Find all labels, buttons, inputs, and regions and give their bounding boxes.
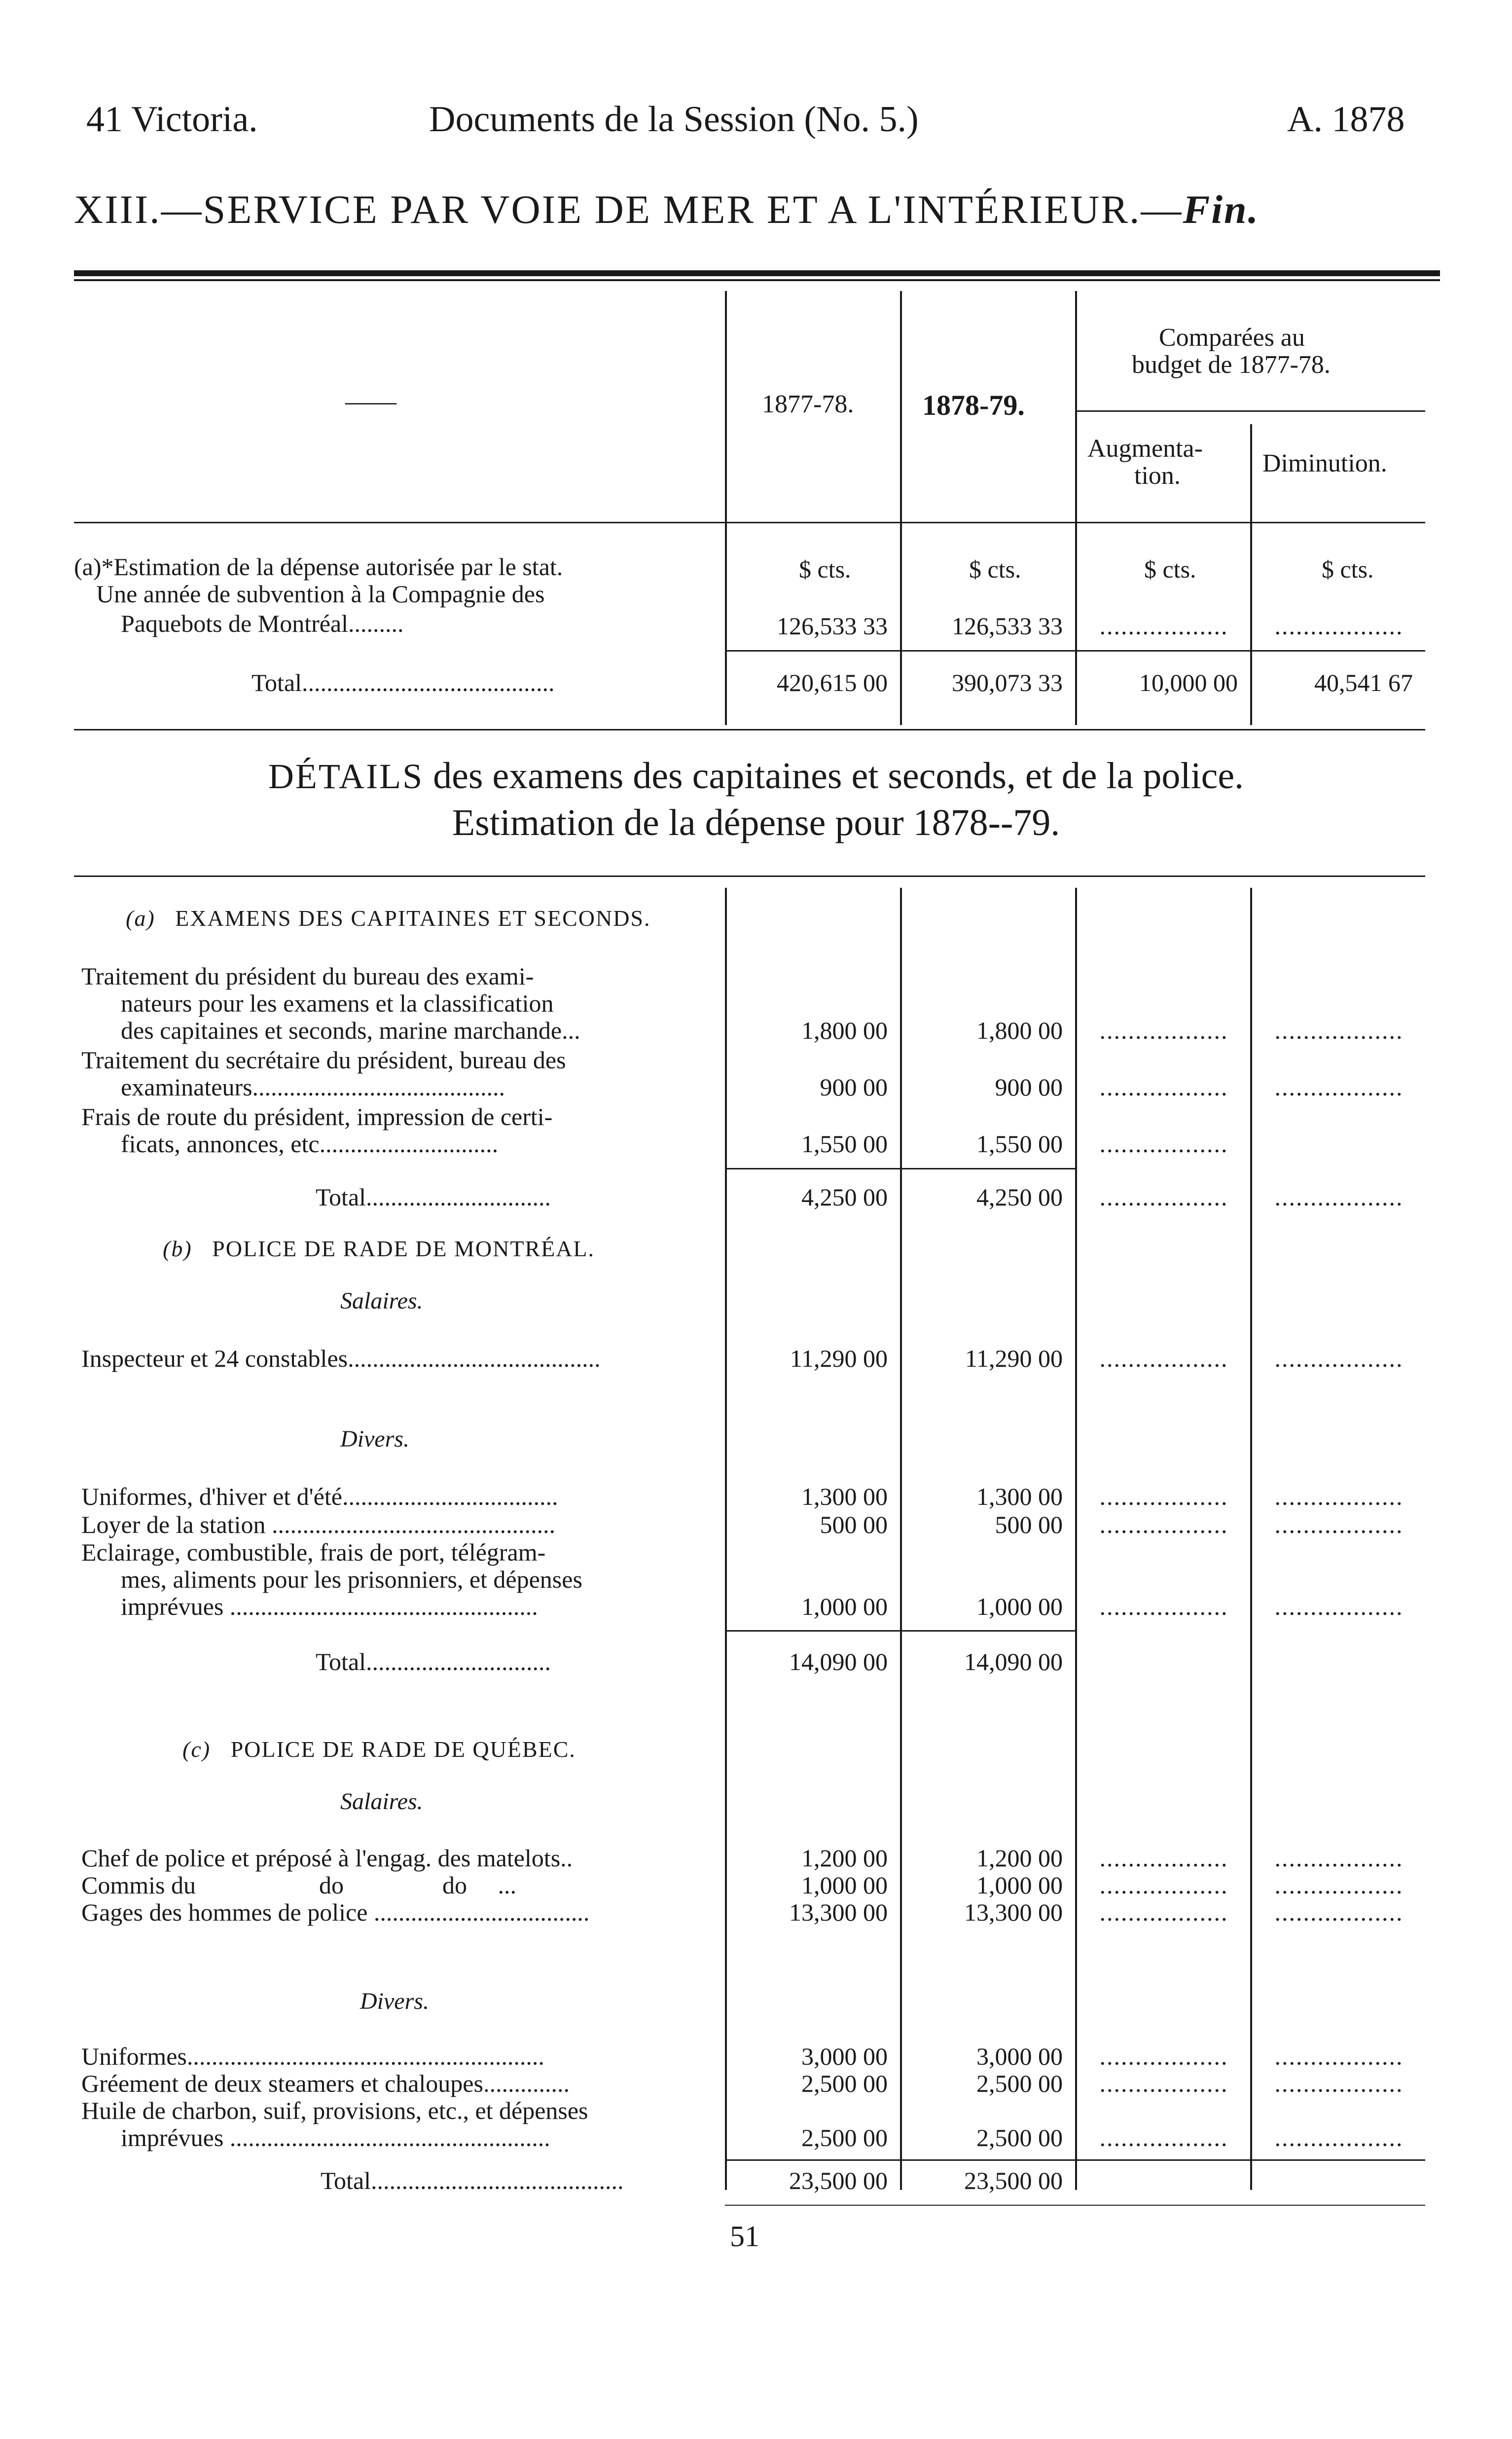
section-c-letter: (c) [182, 1737, 211, 1762]
top-total-v2: 390,073 33 [952, 669, 1063, 696]
top-vline-1 [725, 291, 727, 725]
top-total-v1: 420,615 00 [777, 669, 888, 696]
sec-a-total-rule [725, 1168, 1075, 1169]
section-c-sub2: Divers. [360, 1988, 429, 2014]
sec-c-r5-v3: .................. [1099, 2070, 1228, 2097]
col-1877-78: 1877-78. [762, 390, 854, 418]
sec-a-total-v1: 4,250 00 [801, 1183, 888, 1211]
sec-b-row1-label: Uniformes, d'hiver et d'été................................... [81, 1483, 558, 1510]
sec-b-row3-l2: mes, aliments pour les prisonniers, et dépenses [121, 1565, 582, 1593]
section-b-sub2: Divers. [340, 1426, 409, 1452]
sec-c-r4-v4: .................. [1274, 2042, 1404, 2070]
sec-b-row3-l3: imprévues .................................................. [121, 1593, 538, 1620]
col-1878-79: 1878-79. [922, 389, 1025, 421]
sec-b-row3-v2: 1,000 00 [976, 1593, 1063, 1620]
sec-b-inspector-v2: 11,290 00 [965, 1345, 1063, 1372]
sec-c-r6-v2: 2,500 00 [976, 2124, 1063, 2151]
sec-b-row3-v1: 1,000 00 [801, 1593, 888, 1620]
bottom-rule [725, 2205, 1425, 2206]
sec-b-row2-label: Loyer de la station .............................................. [81, 1511, 555, 1538]
sec-c-r3-v4: .................. [1274, 1898, 1404, 1926]
unit-col2: $ cts. [969, 555, 1021, 583]
sec-c-r3-label: Gages des hommes de police ................................... [81, 1898, 590, 1926]
detail-vline-2 [900, 888, 902, 2190]
top-row-v3: .................. [1099, 612, 1228, 640]
unit-col1: $ cts. [799, 555, 851, 583]
section-b-letter: (b) [163, 1236, 192, 1261]
sec-c-r1-v3: .................. [1099, 1844, 1228, 1872]
sec-b-row1-v1: 1,300 00 [801, 1483, 888, 1510]
section-a-title: EXAMENS DES CAPITAINES ET SECONDS. [175, 906, 651, 931]
sec-c-r2-v3: .................. [1099, 1871, 1228, 1899]
top-row-label-3: Paquebots de Montréal......... [121, 610, 404, 637]
sec-c-r4-v2: 3,000 00 [976, 2042, 1063, 2070]
sec-c-r4-v3: .................. [1099, 2042, 1228, 2070]
section-a-letter: (a) [126, 906, 155, 931]
section-c-heading [182, 1736, 576, 1762]
sec-c-r5-v1: 2,500 00 [801, 2070, 888, 2097]
section-b-sub1: Salaires. [340, 1288, 423, 1314]
sec-a-row2-v1: 900 00 [820, 1073, 888, 1101]
header-center: Documents de la Session (No. 5.) [429, 99, 919, 140]
details-heading-line2: Estimation de la dépense pour 1878--79. [452, 802, 1060, 843]
sec-a-total-label: Total.............................. [316, 1183, 551, 1211]
sec-c-r3-v1: 13,300 00 [789, 1898, 888, 1926]
sec-c-r2-v1: 1,000 00 [801, 1871, 888, 1899]
sec-a-row1-v2: 1,800 00 [976, 1017, 1063, 1044]
sec-c-r5-v4: .................. [1274, 2070, 1404, 2097]
sec-c-r3-v2: 13,300 00 [964, 1898, 1063, 1926]
section-title [74, 186, 1260, 233]
sec-b-total-rule [725, 1630, 1075, 1632]
title-rule-thin [74, 279, 1440, 281]
sec-a-row1-l2: nateurs pour les examens et la classification [121, 989, 554, 1017]
section-b-title: POLICE DE RADE DE MONTRÉAL. [212, 1236, 595, 1261]
sec-b-inspector-v1: 11,290 00 [790, 1345, 888, 1372]
sec-b-total-v2: 14,090 00 [964, 1648, 1063, 1675]
section-c-sub1: Salaires. [340, 1788, 423, 1815]
top-row-label-2: Une année de subvention à la Compagnie des [96, 580, 545, 608]
section-title-main: XIII.—SERVICE PAR VOIE DE MER ET A L'INTÉRIEUR.— [74, 187, 1183, 232]
sec-b-total-label: Total.............................. [316, 1648, 551, 1675]
sec-a-row3-l1: Frais de route du président, impression de certi- [81, 1103, 553, 1130]
sec-c-r1-v2: 1,200 00 [976, 1844, 1063, 1872]
top-group-rule [1075, 410, 1425, 412]
sec-c-r5-label: Gréement de deux steamers et chaloupes.............. [81, 2070, 570, 2097]
top-row-rule [725, 650, 1425, 652]
unit-col3: $ cts. [1144, 555, 1196, 583]
page-number: 51 [730, 2220, 759, 2253]
sec-c-r2-v4: .................. [1274, 1871, 1404, 1899]
sec-a-row3-v1: 1,550 00 [801, 1130, 888, 1158]
details-heading-rest: des examens des capitaines et seconds, et de la police. [424, 755, 1244, 797]
sec-c-r3-v3: .................. [1099, 1898, 1228, 1926]
sec-b-row1-v3: .................. [1099, 1483, 1228, 1510]
unit-col4: $ cts. [1322, 555, 1374, 583]
detail-vline-4 [1250, 888, 1252, 2190]
section-title-suffix: Fin. [1183, 187, 1260, 232]
top-row-v2: 126,533 33 [952, 612, 1063, 640]
top-vline-2 [900, 291, 902, 725]
detail-vline-3 [1075, 888, 1077, 2190]
details-heading-sc: DÉTAILS [268, 757, 424, 796]
sec-c-r6-v3: .................. [1099, 2124, 1228, 2151]
sec-b-total-v1: 14,090 00 [789, 1648, 888, 1675]
sec-b-row3-l1: Eclairage, combustible, frais de port, télégram- [81, 1538, 546, 1566]
details-heading-line1 [0, 755, 1512, 798]
title-rule-thick [74, 270, 1440, 276]
detail-vline-1 [725, 888, 727, 2190]
sec-b-row2-v2: 500 00 [995, 1511, 1063, 1538]
top-total-v3: 10,000 00 [1139, 669, 1238, 696]
sec-a-row1-v3: .................. [1099, 1017, 1228, 1044]
top-bottom-rule [74, 729, 1425, 730]
sec-a-row2-v4: .................. [1274, 1073, 1404, 1101]
section-c-title: POLICE DE RADE DE QUÉBEC. [230, 1737, 576, 1762]
sec-c-r2-label: Commis du do do ... [81, 1871, 516, 1899]
sec-c-r4-v1: 3,000 00 [801, 2042, 888, 2070]
sec-b-inspector-v3: .................. [1099, 1345, 1228, 1372]
sec-a-total-v3: .................. [1099, 1183, 1228, 1211]
sec-b-row1-v2: 1,300 00 [976, 1483, 1063, 1510]
header-left: 41 Victoria. [86, 99, 258, 140]
sec-a-row1-v1: 1,800 00 [801, 1017, 888, 1044]
sec-c-r4-label: Uniformes.......................................................... [81, 2042, 544, 2070]
col-blank: —— [345, 388, 396, 416]
sec-c-total-label: Total......................................... [321, 2167, 624, 2194]
sec-c-r5-v2: 2,500 00 [976, 2070, 1063, 2097]
top-total-v4: 40,541 67 [1314, 669, 1413, 696]
sec-c-total-v2: 23,500 00 [964, 2167, 1063, 2194]
sec-c-r6-v4: .................. [1274, 2124, 1404, 2151]
col-group-line2: budget de 1877-78. [1132, 351, 1331, 379]
sec-c-r1-label: Chef de police et préposé à l'engag. des matelots.. [81, 1844, 573, 1872]
top-vline-3 [1075, 291, 1077, 725]
sec-a-total-v2: 4,250 00 [976, 1183, 1063, 1211]
section-a-heading [126, 905, 651, 931]
sec-b-row2-v3: .................. [1099, 1511, 1228, 1538]
sec-a-row2-v2: 900 00 [995, 1073, 1063, 1101]
sec-b-row2-v4: .................. [1274, 1511, 1404, 1538]
sec-c-r2-v2: 1,000 00 [976, 1871, 1063, 1899]
col-aug-line1: Augmenta- [1087, 435, 1203, 463]
sec-c-total-rule [725, 2159, 1425, 2161]
detail-top-rule [74, 875, 1425, 877]
sec-c-r1-v4: .................. [1274, 1844, 1404, 1872]
sec-a-total-v4: .................. [1274, 1183, 1404, 1211]
header-right: A. 1878 [1287, 99, 1405, 140]
sec-a-row1-v4: .................. [1274, 1017, 1404, 1044]
top-row-label-1: (a)*Estimation de la dépense autorisée par le stat. [74, 553, 563, 581]
sec-a-row3-v3: .................. [1099, 1130, 1228, 1158]
sec-b-inspector-v4: .................. [1274, 1345, 1404, 1372]
col-aug-line2: tion. [1134, 462, 1181, 490]
sec-b-row1-v4: .................. [1274, 1483, 1404, 1510]
sec-c-r6-l2: imprévues .................................................... [121, 2124, 550, 2151]
sec-b-row3-v4: .................. [1274, 1593, 1404, 1620]
top-vline-4 [1250, 424, 1252, 725]
top-row-v4: .................. [1274, 612, 1404, 640]
sec-b-inspector-label: Inspecteur et 24 constables......................................... [81, 1345, 601, 1372]
section-b-heading [163, 1236, 595, 1262]
sec-c-r6-v1: 2,500 00 [801, 2124, 888, 2151]
sec-b-row2-v1: 500 00 [820, 1511, 888, 1538]
sec-c-r6-l1: Huile de charbon, suif, provisions, etc., et dépenses [81, 2097, 588, 2124]
sec-a-row2-l1: Traitement du secrétaire du président, bureau des [81, 1046, 566, 1074]
sec-a-row2-v3: .................. [1099, 1073, 1228, 1101]
col-group-line1: Comparées au [1159, 324, 1305, 352]
sec-a-row3-l2: ficats, annonces, etc............................. [121, 1130, 499, 1158]
sec-a-row1-l1: Traitement du président du bureau des exami- [81, 962, 534, 990]
top-header-rule [74, 522, 1425, 523]
sec-b-row3-v3: .................. [1099, 1593, 1228, 1620]
sec-a-row1-l3: des capitaines et seconds, marine marchande... [121, 1017, 580, 1044]
sec-a-row3-v2: 1,550 00 [976, 1130, 1063, 1158]
top-row-v1: 126,533 33 [777, 612, 888, 640]
sec-a-row2-l2: examinateurs......................................... [121, 1073, 505, 1101]
col-dim: Diminution. [1262, 449, 1387, 477]
top-total-label: Total......................................... [252, 669, 555, 696]
sec-c-total-v1: 23,500 00 [789, 2167, 888, 2194]
sec-c-r1-v1: 1,200 00 [801, 1844, 888, 1872]
